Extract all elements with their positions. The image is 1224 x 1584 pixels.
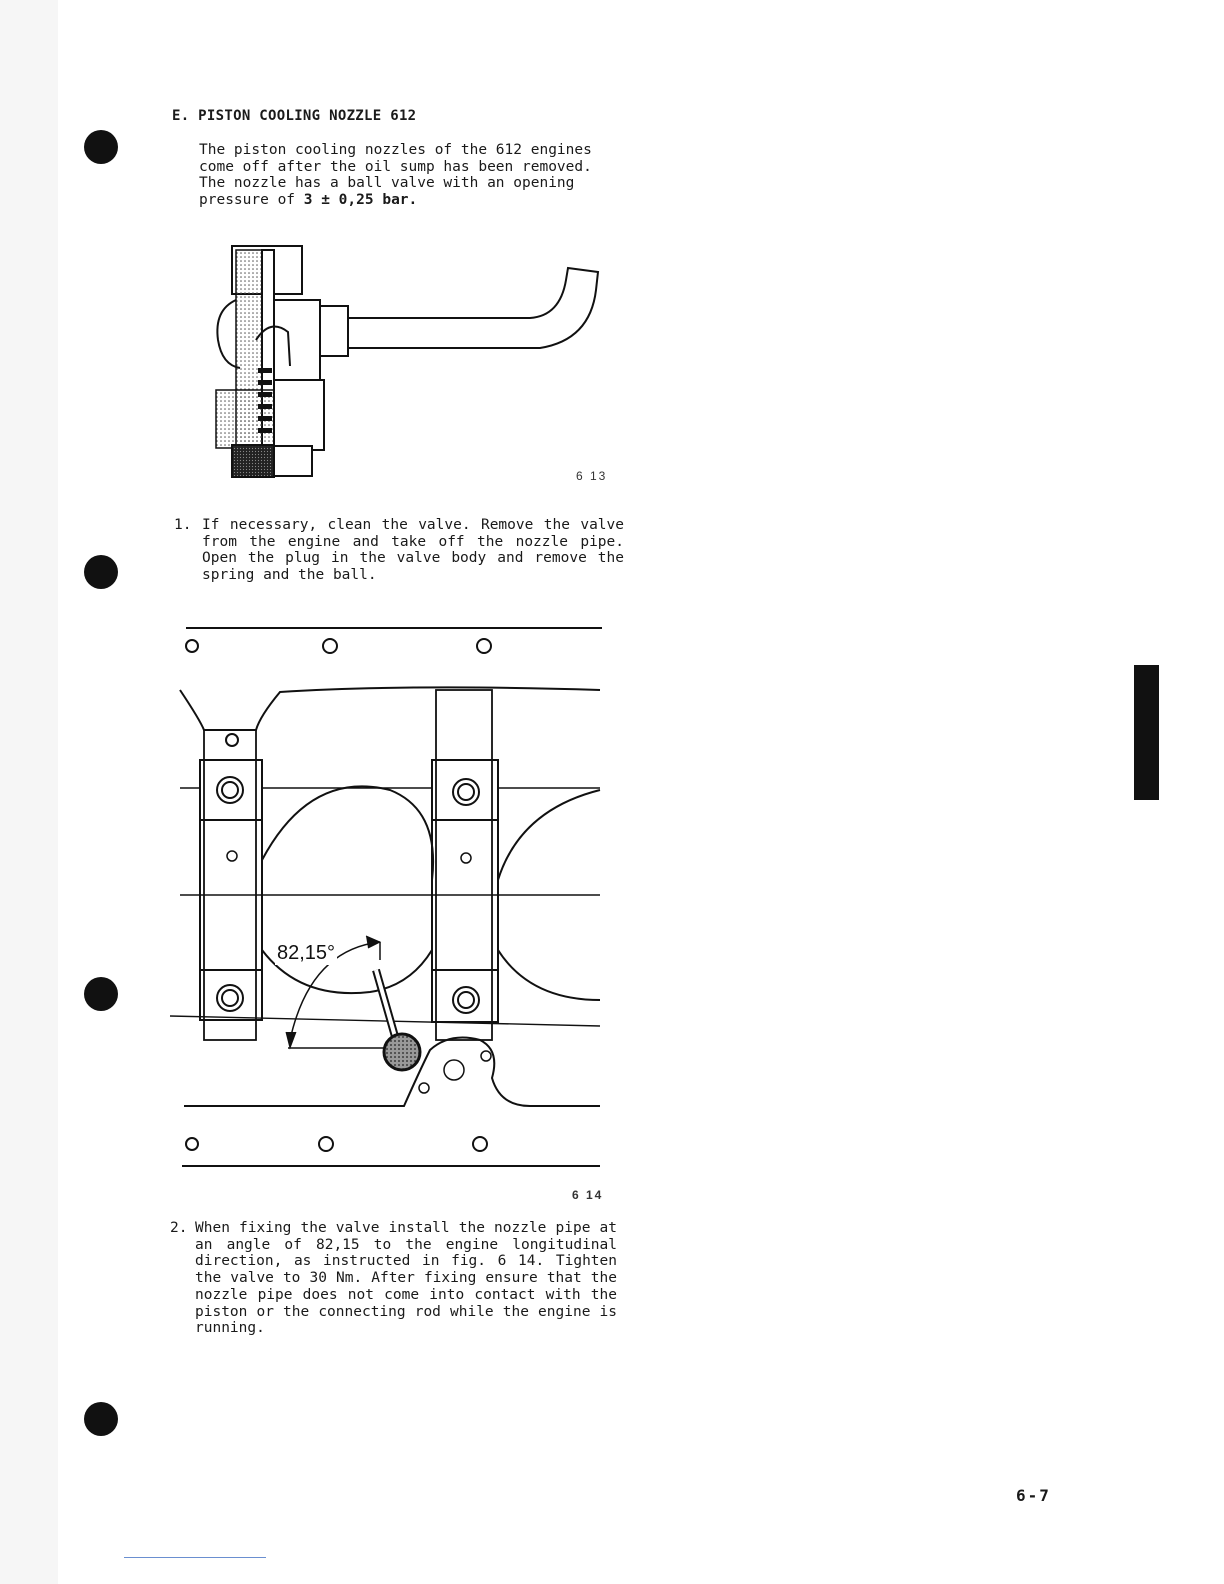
scan-page-edge	[0, 0, 58, 1584]
step-text: If necessary, clean the valve. Remove the valve from the engine and take off the nozzle pipe. Open the plug in the valve body and remove the spring and the ball.	[202, 517, 624, 584]
binder-hole	[84, 977, 118, 1011]
intro-line	[199, 192, 621, 209]
binder-hole	[84, 1402, 118, 1436]
intro-line-prefix: pressure of	[199, 192, 304, 209]
intro-line: The nozzle has a ball valve with an opening	[199, 175, 575, 192]
step-number: 1.	[174, 517, 192, 533]
page-number: 6-7	[1016, 1486, 1051, 1505]
binder-hole	[84, 130, 118, 164]
figure-label: 6 14	[572, 1188, 604, 1202]
angle-label: 82,15°	[277, 942, 336, 964]
instruction-step-1	[174, 517, 626, 587]
figure-label: 6 13	[576, 469, 608, 483]
instruction-step-2	[170, 1220, 618, 1340]
crankcase-angle-figure	[170, 620, 610, 1180]
nozzle-valve-figure	[200, 240, 620, 490]
footer-rule	[124, 1557, 266, 1558]
section-tab-marker	[1134, 665, 1159, 800]
step-number: 2.	[170, 1220, 188, 1236]
intro-line: come off after the oil sump has been removed.	[199, 158, 592, 175]
opening-pressure-value: 3 ± 0,25 bar.	[303, 192, 418, 209]
intro-paragraph	[199, 142, 621, 209]
section-heading: E. PISTON COOLING NOZZLE 612	[172, 108, 417, 124]
binder-hole	[84, 555, 118, 589]
step-text: When fixing the valve install the nozzle pipe at an angle of 82,15 to the engine longitudinal direction, as instructed in fig. 6 14. Tighten the valve to 30 Nm. After fixing ensure that the nozzle pipe does not come into contact with the piston or the connecting rod while the engine is running.	[195, 1220, 617, 1337]
intro-line: The piston cooling nozzles of the 612 engines	[199, 142, 592, 158]
